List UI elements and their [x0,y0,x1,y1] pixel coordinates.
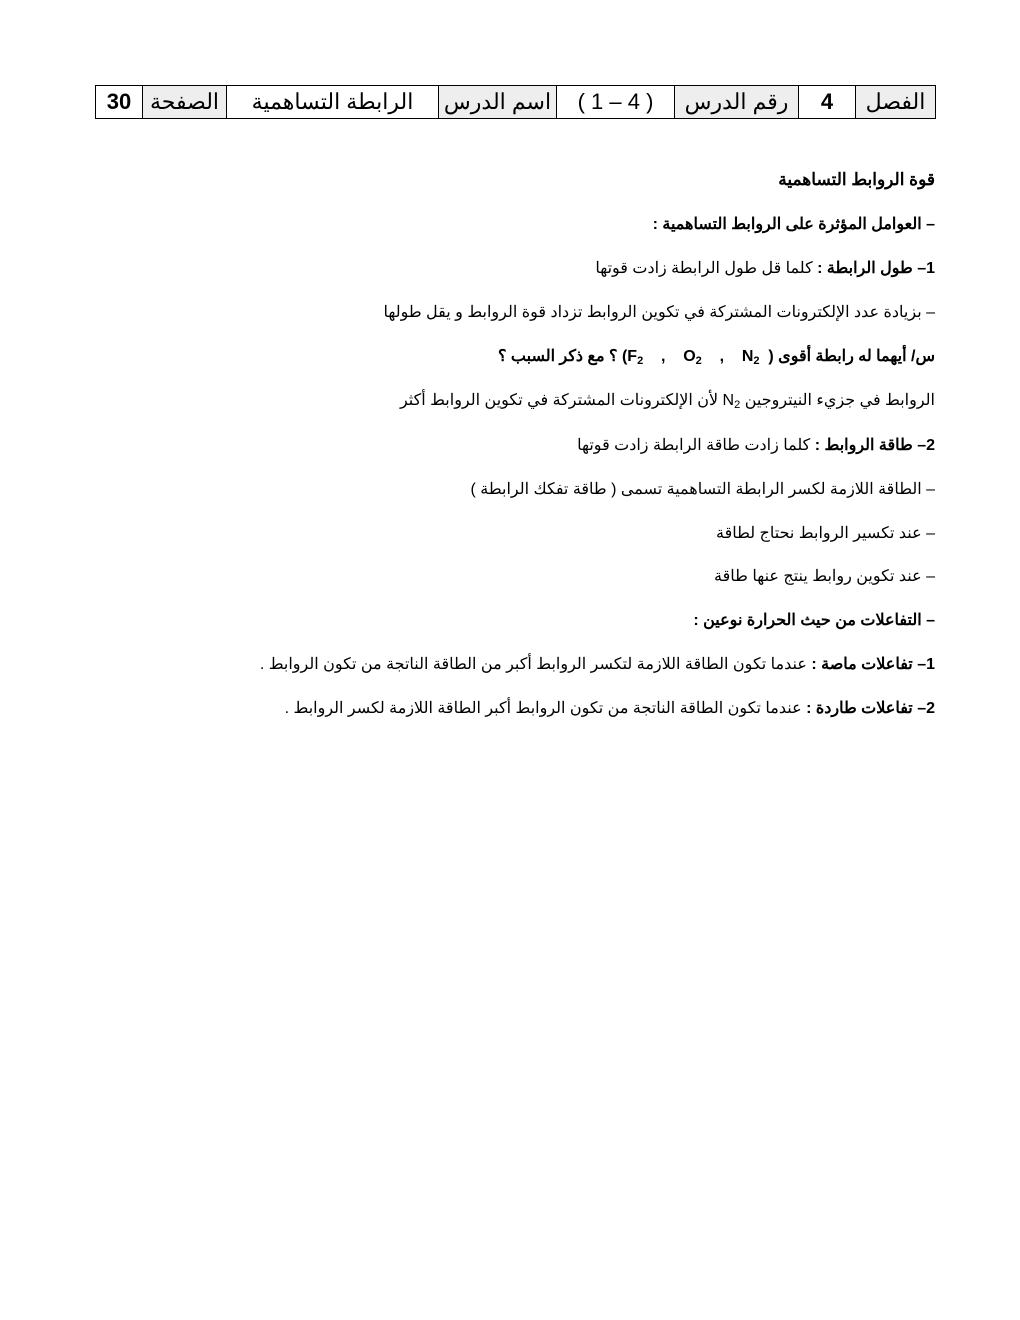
answer-after: لأن الإلكترونات المشتركة في تكوين الروابط أكثر [399,392,719,409]
page-number: 30 [96,86,143,119]
molecule-o2: $O_2$ [683,348,702,367]
reaction1-label: 1– تفاعلات ماصة : [811,656,935,673]
reaction2-label: 2– تفاعلات طاردة : [806,700,935,717]
reactions-heading: – التفاعلات من حيث الحرارة نوعين : [693,612,935,629]
molecule-n2: $N_2$ [741,348,760,367]
factor-bond-length [75,258,935,280]
answer-molecule-n2: $N_2$ [722,392,741,411]
factor1-note: – بزيادة عدد الإلكترونات المشتركة في تكوين الروابط تزداد قوة الروابط و يقل طولها [383,304,935,321]
factor2-label: 2– طاقة الروابط : [814,437,935,454]
factor1-label: 1– طول الرابطة : [817,260,935,277]
chapter-label: الفصل [856,86,936,119]
answer-line [75,390,935,412]
lesson-name-label: اسم الدرس [439,86,557,119]
question-line [75,346,935,368]
chapter-value: 4 [799,86,856,119]
factor2-text: كلما زادت طاقة الرابطة زادت قوتها [577,437,811,454]
factor-bond-energy [75,435,935,457]
lesson-number-label: رقم الدرس [675,86,799,119]
lesson-name-value: الرابطة التساهمية [227,86,439,119]
question-prefix: س/ أيهما له رابطة أقوى ( [768,348,935,365]
factor1-text: كلما قل طول الرابطة زادت قوتها [595,260,813,277]
factor2-note1: – الطاقة اللازمة لكسر الرابطة التساهمية تسمى ( طاقة تفكك الرابطة ) [470,481,935,498]
page-label: الصفحة [143,86,227,119]
reaction-exothermic [75,698,935,720]
molecule-f2: $F_2$ [627,348,644,367]
question-molecules: $F_2$ , $O_2$ , $N_2$ [627,348,760,367]
section-title: قوة الروابط التساهمية [778,170,935,189]
factors-heading: – العوامل المؤثرة على الروابط التساهمية : [652,216,935,233]
lesson-number-value: ( 4 – 1 ) [557,86,675,119]
lesson-header-table [95,85,936,119]
factor2-note2: – عند تكسير الروابط نحتاج لطاقة [716,525,935,542]
reaction1-text: عندما تكون الطاقة اللازمة لتكسر الروابط أكبر من الطاقة الناتجة من تكون الروابط . [259,656,807,673]
question-suffix: ) ؟ مع ذكر السبب ؟ [497,348,628,365]
answer-before: الروابط في جزيء النيتروجين [744,392,935,409]
reaction-endothermic [75,654,935,676]
factor2-note3: – عند تكوين روابط ينتج عنها طاقة [714,568,935,585]
reaction2-text: عندما تكون الطاقة الناتجة من تكون الروابط أكبر الطاقة اللازمة لكسر الروابط . [284,700,802,717]
